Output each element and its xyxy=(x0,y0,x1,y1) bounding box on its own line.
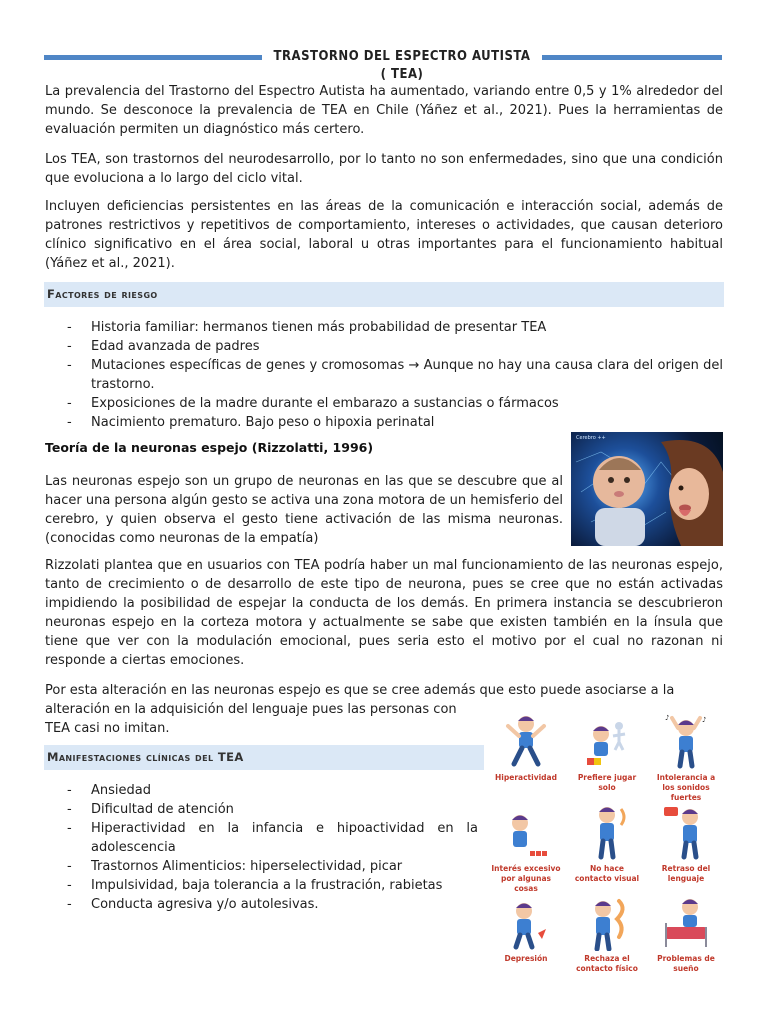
manifestation-text: Dificultad de atención xyxy=(91,802,234,817)
infographic-cell-depression xyxy=(490,893,562,983)
list-item xyxy=(45,819,478,857)
infographic-label: Interés excesivo por algunas cosas xyxy=(491,864,561,893)
list-dash: - xyxy=(67,339,72,354)
infographic-cell-hyperactivity xyxy=(490,712,562,802)
list-item xyxy=(45,876,478,895)
infographic-label: Hiperactividad xyxy=(495,773,557,782)
infographic-cell-excessive-interest xyxy=(490,803,562,893)
infographic-label: Retraso del lenguaje xyxy=(661,864,711,883)
title-rule-left xyxy=(44,55,262,60)
manifestation-text: Impulsividad, baja tolerancia a la frustración, rabietas xyxy=(91,878,443,893)
infographic-label: Rechaza el contacto físico xyxy=(576,954,638,973)
risk-factor-text: Historia familiar: hermanos tienen más probabilidad de presentar TEA xyxy=(91,320,547,335)
infographic-cell-no-eye-contact xyxy=(571,803,643,893)
infographic-label: Problemas de sueño xyxy=(657,954,715,973)
list-item xyxy=(45,394,723,413)
manifestation-text: Ansiedad xyxy=(91,783,151,798)
list-dash: - xyxy=(67,802,72,817)
manifestation-text: Hiperactividad en la infancia e hipoactividad en la adolescencia xyxy=(91,821,478,855)
hyperactive-child-icon xyxy=(504,712,548,770)
list-dash: - xyxy=(67,878,72,893)
list-item xyxy=(45,356,723,394)
risk-factor-text: Edad avanzada de padres xyxy=(91,339,260,354)
intro-paragraph-2: Los TEA, son trastornos del neurodesarrollo, por lo tanto no son enfermedades, sino que una condición que evoluciona a lo largo del ciclo vital. xyxy=(45,152,723,186)
list-dash: - xyxy=(67,358,72,373)
photo-caption: Cerebro ++ xyxy=(576,435,606,441)
manifestation-text: Trastornos Alimenticios: hiperselectividad, picar xyxy=(91,859,403,874)
speech-bubble-child-icon xyxy=(664,803,708,861)
infographic-label: Intolerancia a los sonidos fuertes xyxy=(656,773,716,802)
list-item xyxy=(45,857,478,876)
svg-text:♪: ♪ xyxy=(665,714,670,722)
title-rule-right xyxy=(542,55,722,60)
sad-child-icon xyxy=(504,893,548,951)
baby-and-mother-illustration xyxy=(571,432,723,546)
manifestation-text: Conducta agresiva y/o autolesivas. xyxy=(91,897,319,912)
manifestations-list xyxy=(45,781,478,914)
list-dash: - xyxy=(67,821,72,836)
list-item xyxy=(45,800,478,819)
infographic-cell-plays-alone xyxy=(571,712,643,802)
title-block xyxy=(44,48,722,82)
list-item xyxy=(45,781,478,800)
list-dash: - xyxy=(67,396,72,411)
intro-paragraph-1: La prevalencia del Trastorno del Espectro Autista ha aumentado, variando entre 0,5 y 1% alrededor del mundo. Se desconoce la prevalencia de TEA en Chile (Yáñez et al., 2021). Pues la herramientas de evaluación permiten un diagnóstico más certero. xyxy=(45,84,723,137)
risk-factor-text: Mutaciones específicas de genes y cromosomas → Aunque no hay una causa clara del origen del trastorno. xyxy=(91,358,723,392)
list-dash: - xyxy=(67,415,72,430)
covering-ears-icon xyxy=(664,712,708,770)
risk-factor-text: Nacimiento prematuro. Bajo peso o hipoxia perinatal xyxy=(91,415,435,430)
svg-text:♪: ♪ xyxy=(702,716,707,724)
infographic-cell-language-delay xyxy=(650,803,722,893)
list-dash: - xyxy=(67,320,72,335)
risk-factor-text: Exposiciones de la madre durante el embarazo a sustancias o fármacos xyxy=(91,396,559,411)
intro-paragraph-3: Incluyen deficiencias persistentes en las áreas de la comunicación e interacción social, además de patrones restrictivos y repetitivos de comportamiento, intereses o actividades, que causan deterioro clínico significativo en el área social, laboral u otras importantes para el funcionamiento habitual (Yáñez et al., 2021). xyxy=(45,199,723,271)
page-title: TRASTORNO DEL ESPECTRO AUTISTA ( TEA) xyxy=(273,49,531,82)
list-item xyxy=(45,895,478,914)
list-item xyxy=(45,413,723,432)
mirror-neurons-paragraph-2: Rizzolati plantea que en usuarios con TEA podría haber un mal funcionamiento de las neuronas espejo, tanto de crecimiento o de desarrollo de este tipo de neurona, pues se cree que no están activadas impidiendo la posibilidad de espejar la conducta de los demás. En primera instancia se descubrieron neuronas espejo en la corteza motora y actualmente se sabe que existen también en la ínsula que tiene que ver con la modulación emocional, pues seria esto el motivo por el cual no razonan ni responde a ciertas emociones. xyxy=(45,558,723,668)
mirror-neurons-paragraph-1: Las neuronas espejo son un grupo de neuronas en las que se descubre que al hacer una persona algún gesto se activa una zona motora de un hemisferio del cerebro, y quien observa el gesto tiene activación de las misma neuronas. (conocidas como neuronas de la empatía) xyxy=(45,474,563,546)
manifestations-heading: Manifestaciones clínicas del TEA xyxy=(44,745,484,770)
mirror-neurons-photo xyxy=(571,432,723,546)
child-refusing-contact-icon xyxy=(585,893,629,951)
infographic-label: No hace contacto visual xyxy=(574,864,640,883)
list-dash: - xyxy=(67,783,72,798)
infographic-cell-sleep-problems xyxy=(650,893,722,983)
mirror-neurons-paragraph-3b: alteración en la adquisición del lenguaje pues las personas con TEA casi no imitan. xyxy=(45,702,457,736)
infographic-label: Prefiere jugar solo xyxy=(577,773,637,792)
list-dash: - xyxy=(67,897,72,912)
risk-factors-heading: Factores de riesgo xyxy=(44,282,724,307)
child-lining-toys-icon xyxy=(504,803,548,861)
mirror-neurons-heading: Teoría de la neuronas espejo (Rizzolatti, 1996) xyxy=(45,440,374,455)
infographic-cell-rejects-touch xyxy=(571,893,643,983)
risk-factors-list xyxy=(45,318,723,432)
list-item xyxy=(45,318,723,337)
infographic-label: Depresión xyxy=(504,954,548,963)
list-item xyxy=(45,337,723,356)
child-in-bed-icon xyxy=(664,893,708,951)
list-dash: - xyxy=(67,859,72,874)
child-playing-alone-icon xyxy=(585,712,629,770)
child-looking-away-icon xyxy=(585,803,629,861)
mirror-neurons-paragraph-3a: Por esta alteración en las neuronas espejo es que se cree además que esto puede asociarse a la xyxy=(45,683,675,698)
infographic-cell-loud-sounds xyxy=(650,712,722,802)
